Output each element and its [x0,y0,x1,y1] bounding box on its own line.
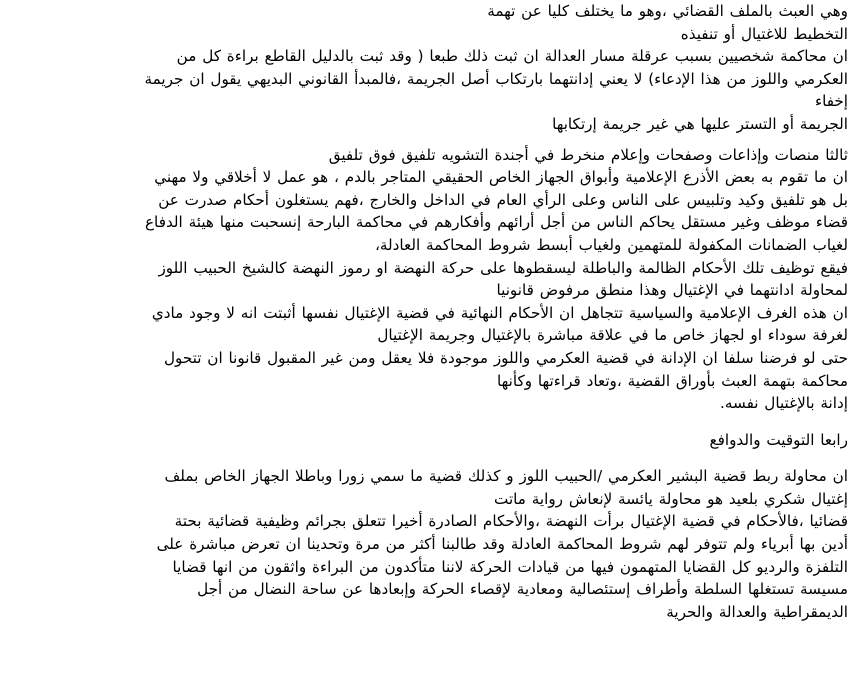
text-line: محاكمة بتهمة العبث بأوراق القضية ،وتعاد قراءتها وكأنها [497,371,848,390]
heading-text: رابعا التوقيت والدوافع [709,430,848,449]
text-line: ان هذه الغرف الإعلامية والسياسية تتجاهل ان الأحكام النهائية في قضية الإغتيال نفسها أثبتت انه لا وجود مادي [151,303,848,322]
text-line: إخفاء [814,92,848,111]
text-line: الديمقراطية والعدالة والحرية [666,602,848,621]
text-line: إدانة بالإغتيال نفسه. [720,394,848,413]
text-line: لمحاولة ادانتهما في الإغتيال وهذا منطق مرفوض قانونيا [496,281,848,300]
paragraph-trial [10,45,848,135]
section-heading-fourth [10,429,848,452]
text-line: ان ما تقوم به بعض الأذرع الإعلامية وأبواق الجهاز الخاص الحقيقي المتاجر بالدم ، هو عمل لا أخلاقي ولا مهني [154,168,848,187]
text-line: أدين بها أبرياء ولم تتوفر لهم شروط المحاكمة العادلة وقد طالبنا أكثر من مرة وتحدينا ان تعرض مباشرة على [156,535,848,554]
text-line: العكرمي واللوز من هذا الإدعاء) لا يعني إدانتهما بارتكاب أصل الجريمة ،فالمبدأ القانوني البديهي يقول ان جريمة [144,69,848,88]
text-line: وهي العبث بالملف القضائي ،وهو ما يختلف كليا عن تهمة [487,2,848,20]
section-heading-third: ثالثا منصات وإذاعات وصفحات وإعلام منخرط في أجندة التشويه تلفيق فوق تلفيق [328,145,848,164]
text-line: قضاء موظف وغير مستقل يحاكم الناس من أجل أرائهم وأفكارهم في محاكمة البارحة إنسحبت منها هيئة الدفاع [145,213,848,232]
text-line: حتى لو فرضنا سلفا ان الإدانة في قضية العكرمي واللوز موجودة فلا يعقل ومن غير المقبول قانونا ان تتحول [163,348,848,367]
text-line: لغرفة سوداء او لجهاز خاص ما في علاقة مباشرة بالإغتيال وجريمة الإغتيال [377,326,848,345]
text-line: بل هو تلفيق وكيد وتلبيس على الناس وعلى الرأي العام في الداخل والخارج ،فهم يستغلون أحكام صدرت عن [158,190,848,209]
text-line: لغياب الضمانات المكفولة للمتهمين ولغياب أبسط شروط المحاكمة العادلة، [374,235,848,254]
text-line: إغتيال شكري بلعيد هو محاولة يائسة لإنعاش رواية ماتت [494,489,848,508]
text-line: التخطيط للاغتيال أو تنفيذه [680,24,848,43]
text-line: قضائيا ،فالأحكام في قضية الإغتيال برأت النهضة ،والأحكام الصادرة أخيرا تتعلق بجرائم وظيفية قضائية بحتة [174,512,848,531]
paragraph-intro [10,0,848,45]
text-line: ان محاولة ربط قضية البشير العكرمي /الحبيب اللوز و كذلك قضية ما سمي زورا وباطلا الجهاز الخاص بملف [164,467,848,486]
text-line: فيقع توظيف تلك الأحكام الظالمة والباطلة ليسقطوها على حركة النهضة او رموز النهضة كالشيخ الحبيب اللوز [158,258,848,277]
text-line: مسيسة تستغلها السلطة وأطراف إستئصالية ومعادية لإقصاء الحركة وإبعادها عن ساحة النضال من أجل [197,580,848,599]
text-line: الجريمة أو التستر عليها هي غير جريمة إرتكابها [552,114,848,133]
text-line: التلفزة والرديو كل القضايا المتهمون فيها من قيادات الحركة لاننا متأكدون من البراءة واثقون من انها قضايا [172,557,848,576]
paragraph-third-point [10,144,848,415]
text-line: ان محاكمة شخصيين بسبب عرقلة مسار العدالة ان ثبت ذلك طبعا ( وقد ثبت بالدليل القاطع براءة كل من [176,47,848,66]
paragraph-fourth-point [10,465,848,623]
